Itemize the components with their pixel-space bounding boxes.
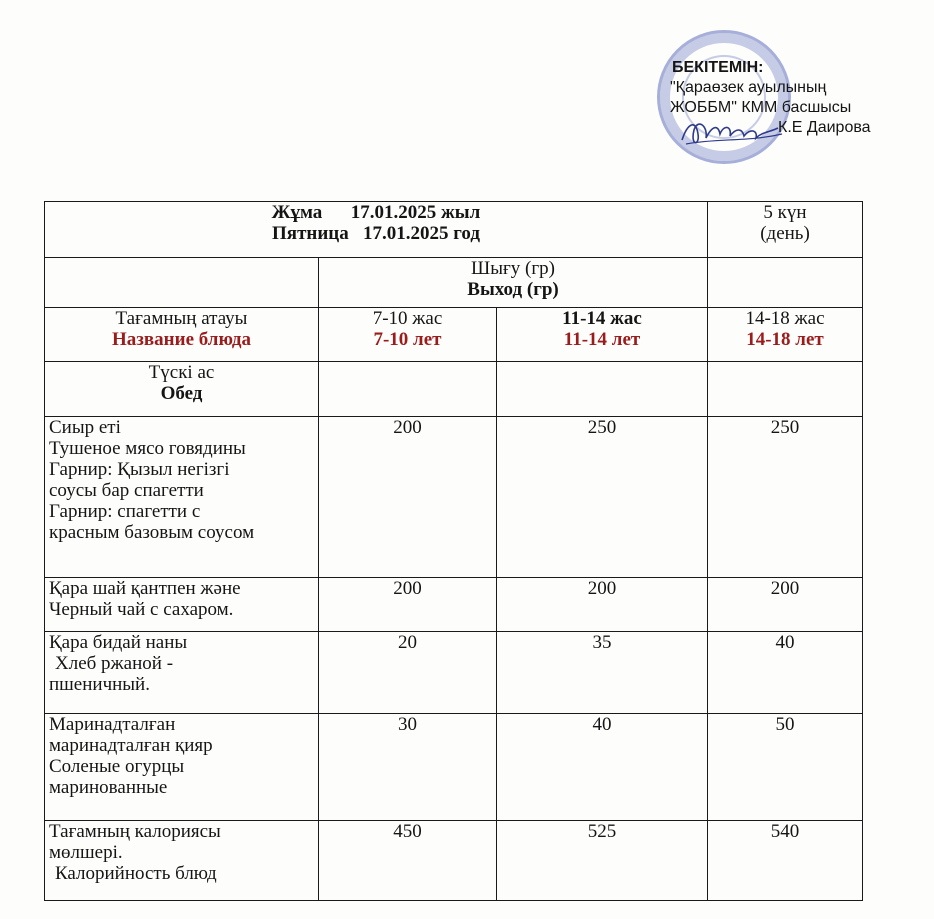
value-7-10: 450 bbox=[319, 821, 497, 901]
date-ru: 17.01.2025 год bbox=[363, 223, 480, 244]
output-header-row bbox=[45, 258, 863, 308]
dish-line: Маринадталған bbox=[49, 714, 176, 735]
dish-line: Гарнир: спагетти с bbox=[49, 501, 201, 522]
age-7-10-header bbox=[319, 308, 497, 362]
dish-line: Хлеб ржаной - bbox=[55, 653, 174, 674]
dish-line: Калорийность блюд bbox=[55, 863, 217, 884]
table-row bbox=[45, 632, 863, 714]
value-14-18: 40 bbox=[708, 632, 863, 714]
dish-line: Тушеное мясо говядины bbox=[49, 438, 246, 459]
empty-cell bbox=[497, 362, 708, 417]
dish-name-ru: Название блюда bbox=[112, 329, 251, 350]
approval-line-1: "Қараөзек ауылының bbox=[670, 79, 827, 96]
day-number-kz: 5 күн bbox=[763, 202, 807, 223]
dish-line: маринованные bbox=[49, 777, 168, 798]
age-11-14-ru: 11-14 лет bbox=[563, 329, 641, 350]
value-11-14: 35 bbox=[497, 632, 708, 714]
meal-row bbox=[45, 362, 863, 417]
meal-kz: Түскі ас bbox=[148, 362, 215, 383]
menu-table bbox=[44, 201, 863, 901]
empty-cell bbox=[45, 258, 319, 308]
empty-cell bbox=[708, 362, 863, 417]
dish-name-header bbox=[45, 308, 319, 362]
dish-line: Қара бидай наны bbox=[49, 632, 188, 653]
approval-line-2: ЖОББМ" КММ басшысы bbox=[670, 99, 852, 116]
value-14-18: 200 bbox=[708, 578, 863, 632]
table-row bbox=[45, 417, 863, 578]
value-14-18: 50 bbox=[708, 714, 863, 821]
dish-name-cell bbox=[45, 821, 319, 901]
meal-cell bbox=[45, 362, 319, 417]
value-11-14: 250 bbox=[497, 417, 708, 578]
dish-name-cell bbox=[45, 714, 319, 821]
date-kz: 17.01.2025 жыл bbox=[350, 202, 481, 223]
dish-name-cell bbox=[45, 632, 319, 714]
output-kz: Шығу (гр) bbox=[471, 258, 555, 279]
approval-block bbox=[670, 58, 920, 138]
date-cell bbox=[45, 202, 708, 258]
age-11-14-header bbox=[497, 308, 708, 362]
age-14-18-header bbox=[708, 308, 863, 362]
age-7-10-kz: 7-10 жас bbox=[372, 308, 443, 329]
dish-line: Черный чай с сахаром. bbox=[49, 599, 234, 620]
output-cell bbox=[319, 258, 708, 308]
dish-line: Қара шай қантпен және bbox=[49, 578, 241, 599]
empty-cell bbox=[708, 258, 863, 308]
age-14-18-kz: 14-18 жас bbox=[745, 308, 825, 329]
age-7-10-ru: 7-10 лет bbox=[373, 329, 442, 350]
value-7-10: 200 bbox=[319, 578, 497, 632]
day-kz: Жұма bbox=[271, 202, 323, 223]
dish-line: красным базовым соусом bbox=[49, 522, 255, 543]
dish-line: Гарнир: Қызыл негізгі bbox=[49, 459, 230, 480]
dish-line: мөлшері. bbox=[49, 842, 123, 863]
date-header-row bbox=[45, 202, 863, 258]
value-14-18: 250 bbox=[708, 417, 863, 578]
column-header-row bbox=[45, 308, 863, 362]
dish-line: Соленые огурцы bbox=[49, 756, 185, 777]
dish-line: маринадталған қияр bbox=[49, 735, 213, 756]
value-7-10: 30 bbox=[319, 714, 497, 821]
output-ru: Выход (гр) bbox=[467, 279, 559, 300]
dish-line: соусы бар спагетти bbox=[49, 480, 204, 501]
approver-name: К.Е Даирова bbox=[778, 119, 871, 136]
table-row bbox=[45, 578, 863, 632]
day-number-cell bbox=[708, 202, 863, 258]
dish-name-cell bbox=[45, 578, 319, 632]
dish-line: Тағамның калориясы bbox=[49, 821, 221, 842]
value-11-14: 525 bbox=[497, 821, 708, 901]
value-7-10: 20 bbox=[319, 632, 497, 714]
dish-name-kz: Тағамның атауы bbox=[115, 308, 248, 329]
age-11-14-kz: 11-14 жас bbox=[562, 308, 642, 329]
dish-line: Сиыр еті bbox=[49, 417, 121, 438]
dish-name-cell bbox=[45, 417, 319, 578]
value-11-14: 40 bbox=[497, 714, 708, 821]
value-7-10: 200 bbox=[319, 417, 497, 578]
day-number-ru: (день) bbox=[760, 223, 810, 244]
approval-heading: БЕКІТЕМІН: bbox=[672, 59, 764, 76]
dish-line: пшеничный. bbox=[49, 674, 150, 695]
age-14-18-ru: 14-18 лет bbox=[746, 329, 824, 350]
value-11-14: 200 bbox=[497, 578, 708, 632]
table-row bbox=[45, 821, 863, 901]
value-14-18: 540 bbox=[708, 821, 863, 901]
table-row bbox=[45, 714, 863, 821]
day-ru: Пятница bbox=[272, 223, 349, 244]
empty-cell bbox=[319, 362, 497, 417]
meal-ru: Обед bbox=[160, 383, 203, 404]
